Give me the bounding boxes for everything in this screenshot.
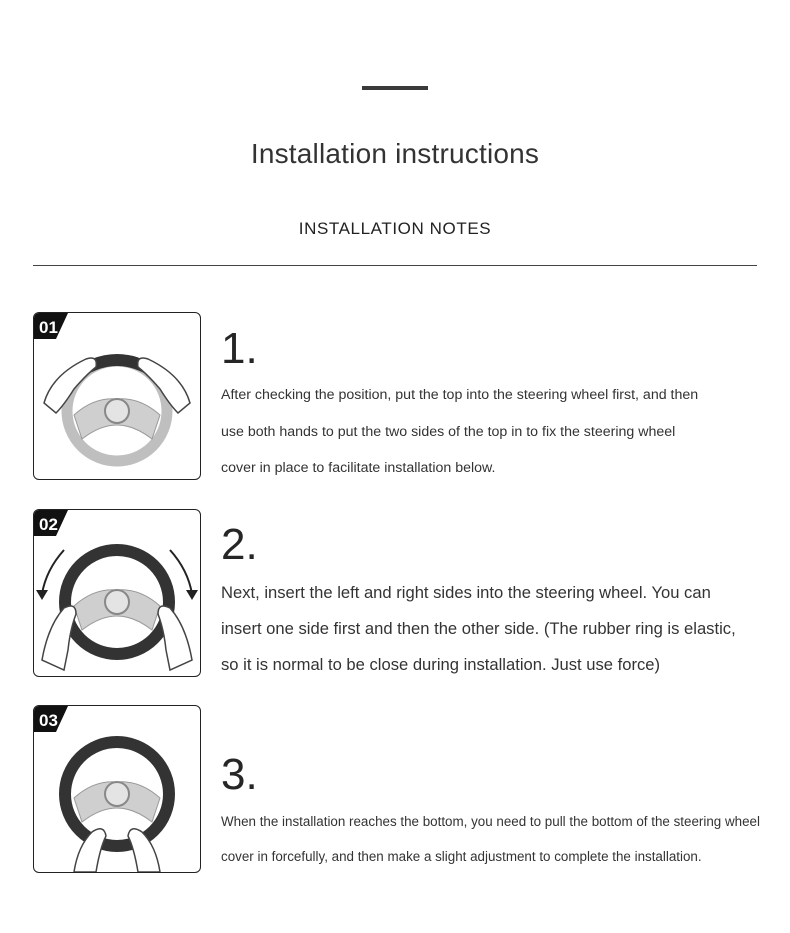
svg-text:03: 03 [39,711,58,730]
top-accent-bar [362,86,428,90]
step-3-text-line-2: cover in forcefully, and then make a slight adjustment to complete the installation. [221,849,702,864]
step-2-text-line-1: Next, insert the left and right sides into the steering wheel. You can [221,583,711,602]
step-1-text-line-3: cover in place to facilitate installation below. [221,460,496,476]
step-2-text-line-2: insert one side first and then the other side. (The rubber ring is elastic, [221,619,736,638]
step-3-text-line-1: When the installation reaches the bottom, you need to pull the bottom of the steering wheel [221,814,760,829]
steering-wheel-icon [65,550,169,654]
step-2-illustration [33,509,201,677]
page-title: Installation instructions [250,138,540,169]
step-1-number: 1. [221,324,258,373]
step-1-text-line-1: After checking the position, put the top into the steering wheel first, and then [221,387,699,403]
steering-wheel-icon [65,742,169,846]
step-3-number: 3. [221,750,258,799]
step-2-text-line-3: so it is normal to be close during installation. Just use force) [221,655,661,674]
step-1-illustration [33,312,201,480]
step-3-illustration [33,705,201,873]
svg-text:01: 01 [39,318,58,337]
step-1-text-line-2: use both hands to put the two sides of the top in to fix the steering wheel [221,424,676,440]
svg-text:02: 02 [39,515,58,534]
page-subtitle: INSTALLATION NOTES [298,219,492,238]
step-2-number: 2. [221,520,258,569]
section-divider [33,265,757,266]
